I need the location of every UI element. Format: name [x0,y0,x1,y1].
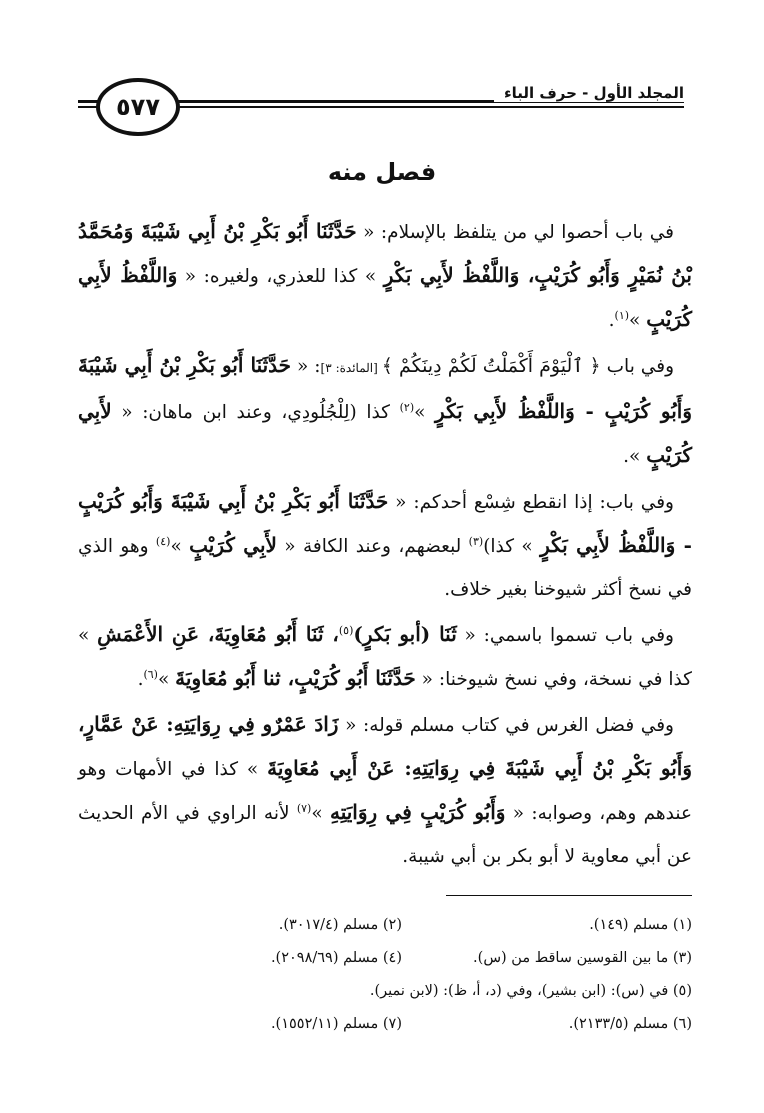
footnote-7: (٧) مسلم (١٥٥٢/١١). [270,1015,402,1032]
text: . [608,310,615,331]
footnote-1: (١) مسلم (١٤٩). [589,916,692,933]
text: ». [623,446,647,467]
text: وفي باب [600,356,675,377]
footnote-5: (٥) في (س): (ابن بشير)، وفي (د، أ، ظ): (لابن نمير). [369,982,692,999]
footnote-marker: (٦) [143,667,158,681]
hadith-quote: حَدَّثَنَا أَبُو بَكْرِ بْنُ أَبِي شَيْبَةَ وَأَبُو كُرَيْبٍ - وَاللَّفْظُ لأَبِي بَكْرٍ [78,489,692,557]
footnote-marker: (٣) [468,534,484,548]
running-title: المجلد الأول - حرف الباء [494,84,684,102]
text: لبعضهم، وعند الكافة « [276,536,469,557]
header-rule-thin [144,106,684,108]
footnote-3: (٣) ما بين القوسين ساقط من (س). [473,949,692,966]
footnote-marker: (٤) [155,534,171,548]
footnote-separator [446,895,692,896]
footnote-row [110,974,692,1007]
text: » كذا للعذري، ولغيره: « [177,266,384,287]
hadith-quote: وَاللَّفْظُ لأَبِي كُرَيْبٍ [78,263,692,331]
paragraph-1 [78,210,692,342]
text: » كذا في نسخة، وفي نسخ شيوخنا: « [78,625,692,690]
text: » [157,669,176,690]
footnote-marker: (٥) [338,623,354,637]
hadith-quote: زَادَ عَمْرٌو فِي رِوَايَتِهِ: عَنْ عَمَّارٍ، وَأَبُو بَكْرِ بْنُ أَبِي شَيْبَةَ فِي رِوَايَتِهِ: عَنْ أَبِي مُعَاوِيَةَ [78,712,692,780]
page-number: ٥٧٧ [96,78,180,136]
text: لأنه الراوي في الأم الحديث عن أبي معاوية لا أبو بكر بن أبي شيبة. [78,803,692,867]
text: : « [291,356,321,377]
text: » [170,536,190,557]
text: » [311,803,330,824]
footnotes [110,908,692,1040]
text: » [629,310,647,331]
section-title: فصل منه [327,158,437,186]
hadith-quote: لأَبِي كُرَيْبٍ [78,399,692,467]
footnote-6: (٦) مسلم (٢١٣٣/٥). [568,1015,692,1032]
verse-reference: [المائدة: ٣] [320,361,382,375]
hadith-quote: حَدَّثَنَا أَبُو بَكْرِ بْنُ أَبِي شَيْبَةَ وَمُحَمَّدُ بْنُ نُمَيْرٍ وَأَبُو كُرَيْبٍ، وَاللَّفْظُ لأَبِي بَكْرٍ [78,219,692,287]
footnote-row [110,1007,692,1040]
hadith-quote: لأَبِي كُرَيْبٍ [189,533,277,557]
text: وهو الذي في نسخ أكثر شيوخنا بغير خلاف. [78,536,692,600]
footnote-row [110,941,692,974]
hadith-quote: ثَنَا (أبو بَكرٍ) [353,622,457,646]
text: وفي باب تسموا باسمي: « [456,625,674,646]
text: كذا (لِلْجُلُودِي، وعند ابن ماهان: « [111,402,400,423]
footnote-2: (٢) مسلم (٣٠١٧/٤). [278,916,402,933]
text: وفي باب: إذا انقطع شِسْع أحدكم: « [388,492,674,513]
hadith-quote: حَدَّثَنَا أَبُو كُرَيْبٍ، ثنا أَبُو مُعَاوِيَةَ [175,666,416,690]
running-header [84,78,684,134]
text: وفي فضل الغرس في كتاب مسلم قوله: « [338,715,674,736]
paragraph-4 [78,613,692,701]
footnote-4: (٤) مسلم (٢٠٩٨/٦٩). [270,949,402,966]
hadith-quote: وَأَبُو كُرَيْبٍ فِي رِوَايَتِهِ [329,800,506,824]
hadith-quote: حَدَّثَنَا أَبُو بَكْرِ بْنُ أَبِي شَيْبَةَ وَأَبُو كُرَيْبٍ - وَاللَّفْظُ لأَبِي بَكْرٍ [78,353,693,423]
footnote-marker: (١) [614,308,630,322]
text: » [414,402,436,423]
text: » كذا في الأمهات وهو عندهم وهم، وصوابه: « [78,759,692,824]
hadith-quote: ، ثَنَا أَبُو مُعَاوِيَةَ، عَنِ الأَعْمَشِ [97,622,339,646]
footnote-marker: (٢) [399,400,415,414]
paragraph-2 [78,344,692,478]
body-text [78,210,692,880]
paragraph-3 [78,480,692,611]
text: في باب أحصوا لي من يتلفظ بالإسلام: « [356,222,674,243]
footnote-row [110,908,692,941]
text: » كذا) [483,536,541,557]
quran-verse: ﴿ ٱلْيَوْمَ أَكْمَلْتُ لَكُمْ دِينَكُمْ ﴾ [381,355,601,377]
paragraph-5 [78,703,692,878]
text: . [137,669,144,690]
footnote-marker: (٧) [296,801,312,815]
